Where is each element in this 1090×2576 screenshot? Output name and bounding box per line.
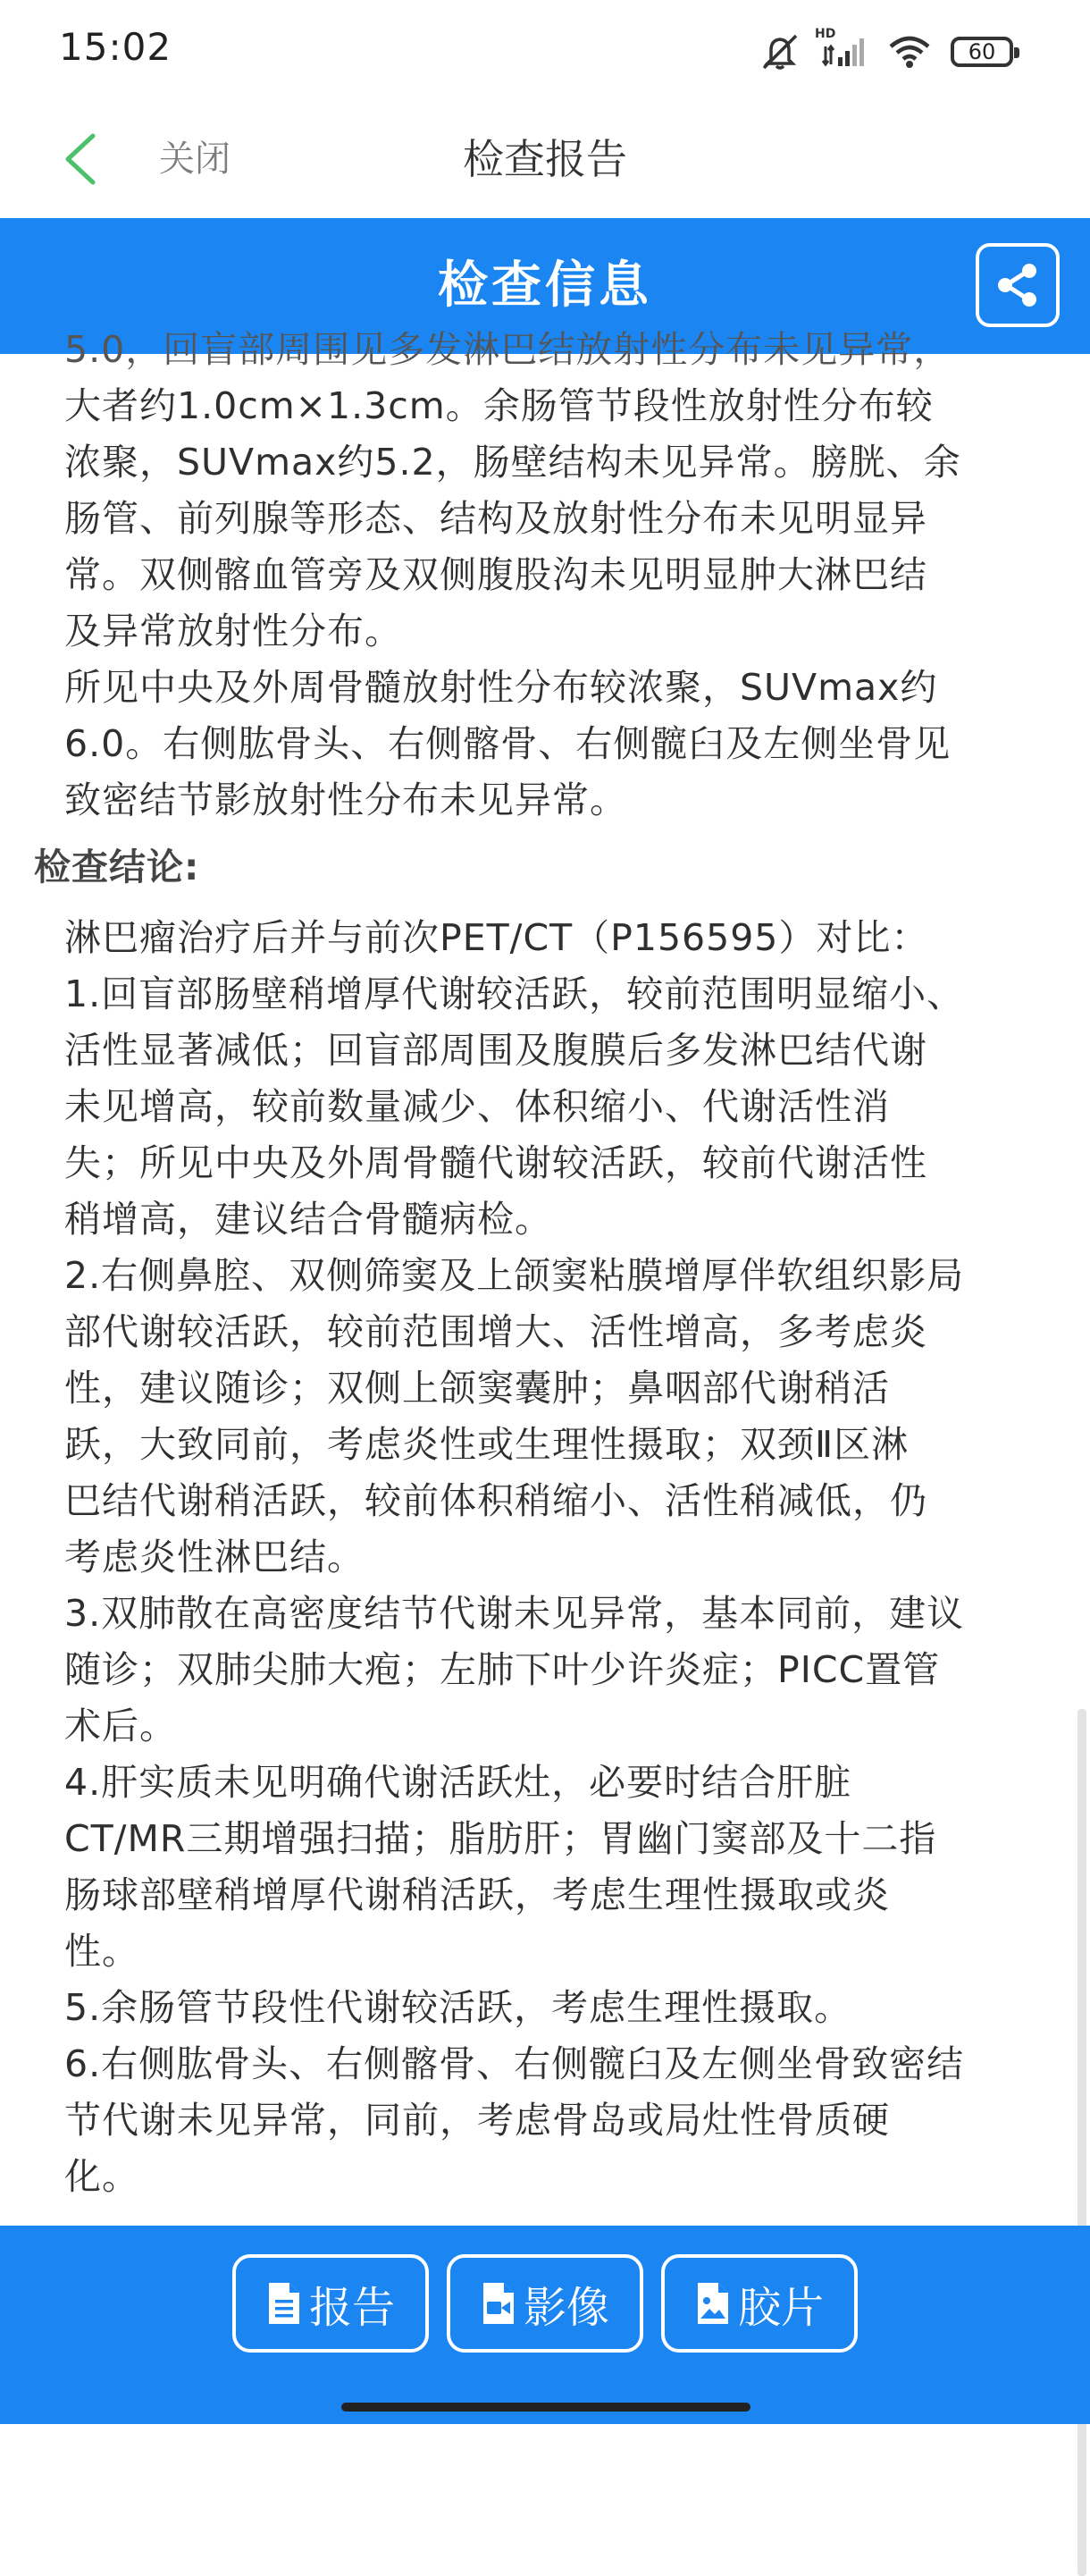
image-file-icon — [695, 2280, 731, 2327]
mute-icon — [759, 32, 801, 72]
conclusion-line: 淋巴瘤治疗后并与前次PET/CT（P156595）对比： — [64, 916, 929, 959]
share-button[interactable] — [976, 243, 1060, 327]
findings-line: 致密结节影放射性分布未见异常。 — [64, 779, 627, 821]
conclusion-line: 巴结代谢稍活跃，较前体积稍缩小、活性稍减低，仍 — [64, 1479, 927, 1522]
report-content[interactable] — [0, 328, 1090, 2226]
findings-line: 6.0。右侧肱骨头、右侧髂骨、右侧髋臼及左侧坐骨见 — [64, 722, 952, 765]
findings-line: 大者约1.0cm×1.3cm。余肠管节段性放射性分布较 — [64, 384, 934, 427]
conclusion-line: 化。 — [64, 2155, 139, 2198]
video-camera-icon — [481, 2280, 516, 2327]
conclusion-line: 5.余肠管节段性代谢较活跃，考虑生理性摄取。 — [64, 1986, 852, 2029]
scrollbar[interactable] — [1077, 1709, 1086, 2576]
conclusion-line: 考虑炎性淋巴结。 — [64, 1536, 365, 1578]
page-title: 检查报告 — [463, 135, 627, 183]
findings-text — [0, 378, 1090, 829]
signal-icon — [815, 27, 868, 72]
findings-line: 肠管、前列腺等形态、结构及放射性分布未见明显异 — [64, 497, 927, 540]
conclusion-line: 4.肝实质未见明确代谢活跃灶，必要时结合肝脏 — [64, 1761, 852, 1804]
conclusion-line: 稍增高，建议结合骨髓病检。 — [64, 1198, 552, 1241]
findings-line: 浓聚，SUVmax约5.2，肠壁结构未见异常。膀胱、余 — [64, 441, 961, 484]
film-tab-label: 胶片 — [737, 2282, 824, 2333]
findings-line: 常。双侧髂血管旁及双侧腹股沟未见明显肿大淋巴结 — [64, 553, 927, 596]
status-time: 15:02 — [59, 25, 172, 69]
conclusion-line: 1.回盲部肠壁稍增厚代谢较活跃，较前范围明显缩小、 — [64, 972, 965, 1015]
conclusion-line: 3.双肺散在高密度结节代谢未见异常，基本同前，建议 — [64, 1592, 965, 1635]
conclusion-line: 2.右侧鼻腔、双侧筛窦及上颌窦粘膜增厚伴软组织影局 — [64, 1254, 965, 1297]
conclusion-text — [0, 910, 1090, 2205]
conclusion-line: CT/MR三期增强扫描；脂肪肝；胃幽门窦部及十二指 — [64, 1817, 937, 1860]
report-partial-line: 5.0，回盲部周围见多发淋巴结放射性分布未见异常， — [64, 328, 952, 371]
imaging-tab-label: 影像 — [523, 2282, 609, 2333]
report-tab-button[interactable] — [232, 2254, 429, 2353]
wifi-icon — [888, 34, 931, 70]
conclusion-line: 6.右侧肱骨头、右侧髂骨、右侧髋臼及左侧坐骨致密结 — [64, 2042, 965, 2085]
share-icon — [993, 260, 1043, 310]
status-icons — [759, 27, 1013, 77]
nav-bar — [0, 98, 1090, 218]
conclusion-line: 活性显著减低；回盲部周围及腹膜后多发淋巴结代谢 — [64, 1029, 927, 1072]
conclusion-line: 未见增高，较前数量减少、体积缩小、代谢活性消 — [64, 1085, 890, 1128]
status-bar — [0, 0, 1090, 98]
findings-line: 所见中央及外周骨髓放射性分布较浓聚，SUVmax约 — [64, 666, 938, 709]
conclusion-line: 失；所见中央及外周骨髓代谢较活跃，较前代谢活性 — [64, 1141, 927, 1184]
conclusion-line: 部代谢较活跃，较前范围增大、活性增高，多考虑炎 — [64, 1310, 927, 1353]
document-icon — [266, 2280, 302, 2327]
conclusion-title: 检查结论: — [34, 846, 200, 888]
conclusion-line: 节代谢未见异常，同前，考虑骨岛或局灶性骨质硬 — [64, 2099, 890, 2142]
imaging-tab-button[interactable] — [447, 2254, 643, 2353]
section-header-title: 检查信息 — [438, 257, 652, 315]
conclusion-line: 跃，大致同前，考虑炎性或生理性摄取；双颈Ⅱ区淋 — [64, 1423, 910, 1466]
report-tab-label: 报告 — [308, 2282, 395, 2333]
bottom-tab-bar — [0, 2226, 1090, 2424]
conclusion-line: 性。 — [64, 1930, 139, 1973]
hd-label: HD — [815, 27, 836, 41]
conclusion-line: 性，建议随诊；双侧上颌窦囊肿；鼻咽部代谢稍活 — [64, 1367, 890, 1410]
findings-line: 及异常放射性分布。 — [64, 610, 402, 652]
battery-icon: 60 — [951, 37, 1013, 67]
home-indicator[interactable] — [341, 2403, 750, 2412]
close-button[interactable]: 关闭 — [159, 139, 231, 180]
film-tab-button[interactable] — [661, 2254, 858, 2353]
conclusion-line: 肠球部壁稍增厚代谢稍活跃，考虑生理性摄取或炎 — [64, 1873, 890, 1916]
conclusion-line: 随诊；双肺尖肺大疱；左肺下叶少许炎症；PICC置管 — [64, 1648, 941, 1691]
conclusion-line: 术后。 — [64, 1705, 177, 1747]
